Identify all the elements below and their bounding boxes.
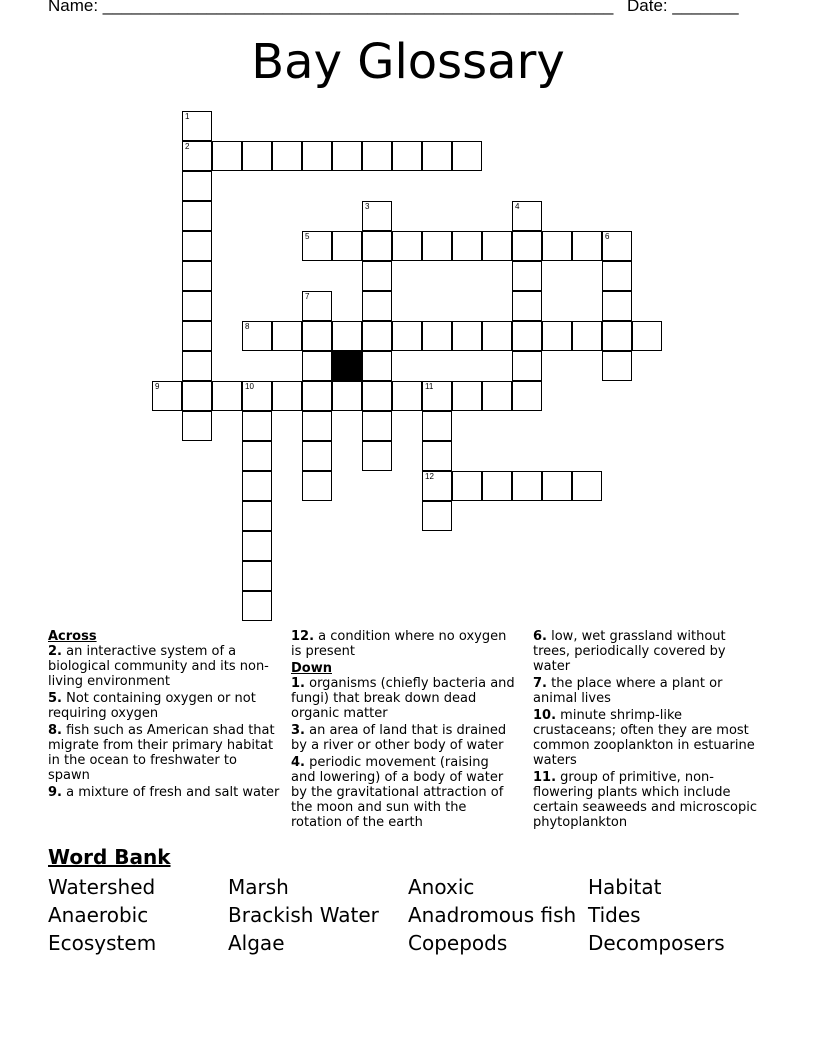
crossword-cell[interactable] [242,531,272,561]
clue-item [291,676,516,721]
crossword-cell[interactable] [512,471,542,501]
crossword-cell[interactable] [182,381,212,411]
crossword-cell[interactable] [242,501,272,531]
clue-text: an area of land that is drained by a river or other body of water [291,723,507,753]
crossword-cell[interactable] [512,351,542,381]
crossword-cell[interactable] [182,351,212,381]
crossword-cell[interactable] [512,231,542,261]
crossword-cell[interactable] [632,321,662,351]
clues-column-3 [533,629,765,832]
crossword-cell[interactable] [392,231,422,261]
clue-number-label: 9. [48,785,62,800]
crossword-cell[interactable] [482,381,512,411]
clue-number: 7 [305,292,310,301]
crossword-cell[interactable] [362,231,392,261]
name-line: Name: ______________________________________________________ [48,0,614,15]
down-heading: Down [291,661,332,676]
clue-number-label: 8. [48,723,62,738]
crossword-cell[interactable] [242,561,272,591]
crossword-cell[interactable] [362,441,392,471]
crossword-cell[interactable] [332,321,362,351]
crossword-cell[interactable] [392,381,422,411]
crossword-cell[interactable] [392,321,422,351]
clue-number: 4 [515,202,520,211]
clue-item [48,785,280,800]
clue-number: 3 [365,202,370,211]
crossword-cell[interactable] [302,321,332,351]
crossword-cell[interactable] [572,321,602,351]
clue-number: 11 [425,382,434,391]
crossword-cell[interactable] [242,591,272,621]
crossword-cell[interactable] [602,291,632,321]
crossword-cell[interactable] [272,141,302,171]
clues-column-2 [291,629,516,832]
crossword-cell[interactable] [422,441,452,471]
crossword-cell[interactable] [362,291,392,321]
crossword-cell[interactable] [602,321,632,351]
clue-number-label: 7. [533,676,547,691]
across-clue-list [48,644,280,800]
crossword-cell[interactable] [182,231,212,261]
crossword-cell[interactable] [242,381,272,411]
down-clue-list-continued [533,629,765,830]
crossword-cell[interactable] [182,201,212,231]
crossword-cell[interactable] [182,291,212,321]
crossword-cell[interactable] [422,381,452,411]
clue-item [533,629,765,674]
clue-text: the place where a plant or animal lives [533,676,723,706]
crossword-cell[interactable] [422,411,452,441]
clue-number-label: 3. [291,723,305,738]
page-title: Bay Glossary [251,34,565,90]
clue-number-label: 5. [48,691,62,706]
crossword-cell[interactable] [152,381,182,411]
crossword-cell[interactable] [332,231,362,261]
clue-number: 10 [245,382,254,391]
word-bank-item: Copepods [408,931,508,955]
clue-number: 1 [185,112,190,121]
date-line: Date: _______ [627,0,739,15]
crossword-cell[interactable] [182,321,212,351]
crossword-cell[interactable] [452,321,482,351]
clue-item [48,644,280,689]
crossword-cell[interactable] [452,381,482,411]
crossword-cell[interactable] [512,201,542,231]
word-bank-item: Anaerobic [48,903,149,927]
clue-text: fish such as American shad that migrate from their primary habitat in the ocean to freshwater to spawn [48,723,275,783]
crossword-cell[interactable] [212,141,242,171]
crossword-cell[interactable] [512,381,542,411]
crossword-cell[interactable] [362,201,392,231]
crossword-cell[interactable] [482,231,512,261]
clue-item [533,708,765,768]
crossword-cell[interactable] [302,351,332,381]
crossword-cell[interactable] [332,141,362,171]
crossword-cell[interactable] [572,231,602,261]
crossword-cell[interactable] [422,231,452,261]
clue-number: 5 [305,232,310,241]
crossword-cell[interactable] [242,141,272,171]
crossword-cell[interactable] [542,471,572,501]
crossword-cell[interactable] [302,411,332,441]
crossword-cell[interactable] [332,381,362,411]
word-bank-item: Brackish Water [228,903,379,927]
word-bank-title: Word Bank [48,845,171,869]
down-clue-list [291,676,516,830]
crossword-cell[interactable] [242,471,272,501]
crossword-cell[interactable] [452,231,482,261]
crossword-cell[interactable] [272,381,302,411]
clue-item [48,691,280,721]
clue-text: an interactive system of a biological community and its non-living environment [48,644,269,689]
clue-number: 12 [425,472,434,481]
clue-number-label: 1. [291,676,305,691]
crossword-cell[interactable] [182,111,212,141]
crossword-cell[interactable] [182,171,212,201]
clue-item [291,755,516,830]
across-heading: Across [48,629,97,644]
crossword-cell[interactable] [362,351,392,381]
clue-item [291,629,516,659]
crossword-cell[interactable] [182,141,212,171]
crossword-cell[interactable] [362,261,392,291]
clue-number-label: 6. [533,629,547,644]
clue-text: Not containing oxygen or not requiring oxygen [48,691,256,721]
crossword-cell[interactable] [182,261,212,291]
clue-text: organisms (chiefly bacteria and fungi) that break down dead organic matter [291,676,515,721]
clue-item [48,723,280,783]
crossword-cell[interactable] [482,471,512,501]
clue-text: a condition where no oxygen is present [291,629,507,659]
clue-number-label: 2. [48,644,62,659]
word-bank-item: Tides [588,903,641,927]
crossword-cell[interactable] [242,321,272,351]
word-bank-item: Watershed [48,875,156,899]
crossword-cell[interactable] [422,471,452,501]
crossword-cell[interactable] [362,411,392,441]
crossword-cell[interactable] [362,141,392,171]
crossword-cell[interactable] [482,321,512,351]
crossword-cell[interactable] [602,351,632,381]
crossword-cell[interactable] [242,411,272,441]
word-bank-item: Anadromous fish [408,903,577,927]
crossword-cell[interactable] [452,141,482,171]
crossword-cell[interactable] [182,411,212,441]
crossword-cell[interactable] [302,231,332,261]
clue-item [291,723,516,753]
crossword-cell[interactable] [302,291,332,321]
crossword-cell[interactable] [302,471,332,501]
clue-text: a mixture of fresh and salt water [61,785,280,800]
crossword-cell[interactable] [572,471,602,501]
crossword-cell[interactable] [512,291,542,321]
crossword-cell[interactable] [512,261,542,291]
clue-number-label: 11. [533,770,557,785]
crossword-cell[interactable] [422,501,452,531]
word-bank-item: Ecosystem [48,931,157,955]
clue-text: minute shrimp-like crustaceans; often they are most common zooplankton in estuarine waters [533,708,755,768]
crossword-cell[interactable] [242,441,272,471]
crossword-cell[interactable] [512,321,542,351]
word-bank-item: Marsh [228,875,289,899]
crossword-cell[interactable] [602,261,632,291]
crossword-cell[interactable] [302,141,332,171]
clue-item [533,770,765,830]
crossword-cell[interactable] [602,231,632,261]
clue-item [533,676,765,706]
clue-text: low, wet grassland without trees, periodically covered by water [533,629,726,674]
word-bank-item: Algae [228,931,285,955]
crossword-cell[interactable] [212,381,242,411]
clue-number: 9 [155,382,160,391]
across-clue-list-continued [291,629,516,659]
crossword-cell[interactable] [542,231,572,261]
clue-number: 2 [185,142,190,151]
clue-text: group of primitive, non-flowering plants which include certain seaweeds and microscopic phytoplankton [533,770,757,830]
clue-number: 6 [605,232,610,241]
clue-text: periodic movement (raising and lowering) of a body of water by the gravitational attraction of the moon and sun with the rotation of the earth [291,755,504,830]
word-bank-item: Anoxic [408,875,475,899]
crossword-cell[interactable] [422,141,452,171]
clue-number-label: 12. [291,629,315,644]
word-bank-item: Habitat [588,875,662,899]
clues-column-1 [48,629,280,802]
crossword-cell[interactable] [422,321,452,351]
clue-number-label: 4. [291,755,305,770]
crossword-cell[interactable] [272,321,302,351]
crossword-cell[interactable] [542,321,572,351]
crossword-cell[interactable] [302,381,332,411]
clue-number: 8 [245,322,250,331]
crossword-cell[interactable] [302,441,332,471]
crossword-block-cell [332,351,362,381]
crossword-cell[interactable] [392,141,422,171]
crossword-cell[interactable] [362,321,392,351]
crossword-cell[interactable] [452,471,482,501]
word-bank-item: Decomposers [588,931,725,955]
clue-number-label: 10. [533,708,557,723]
crossword-cell[interactable] [362,381,392,411]
